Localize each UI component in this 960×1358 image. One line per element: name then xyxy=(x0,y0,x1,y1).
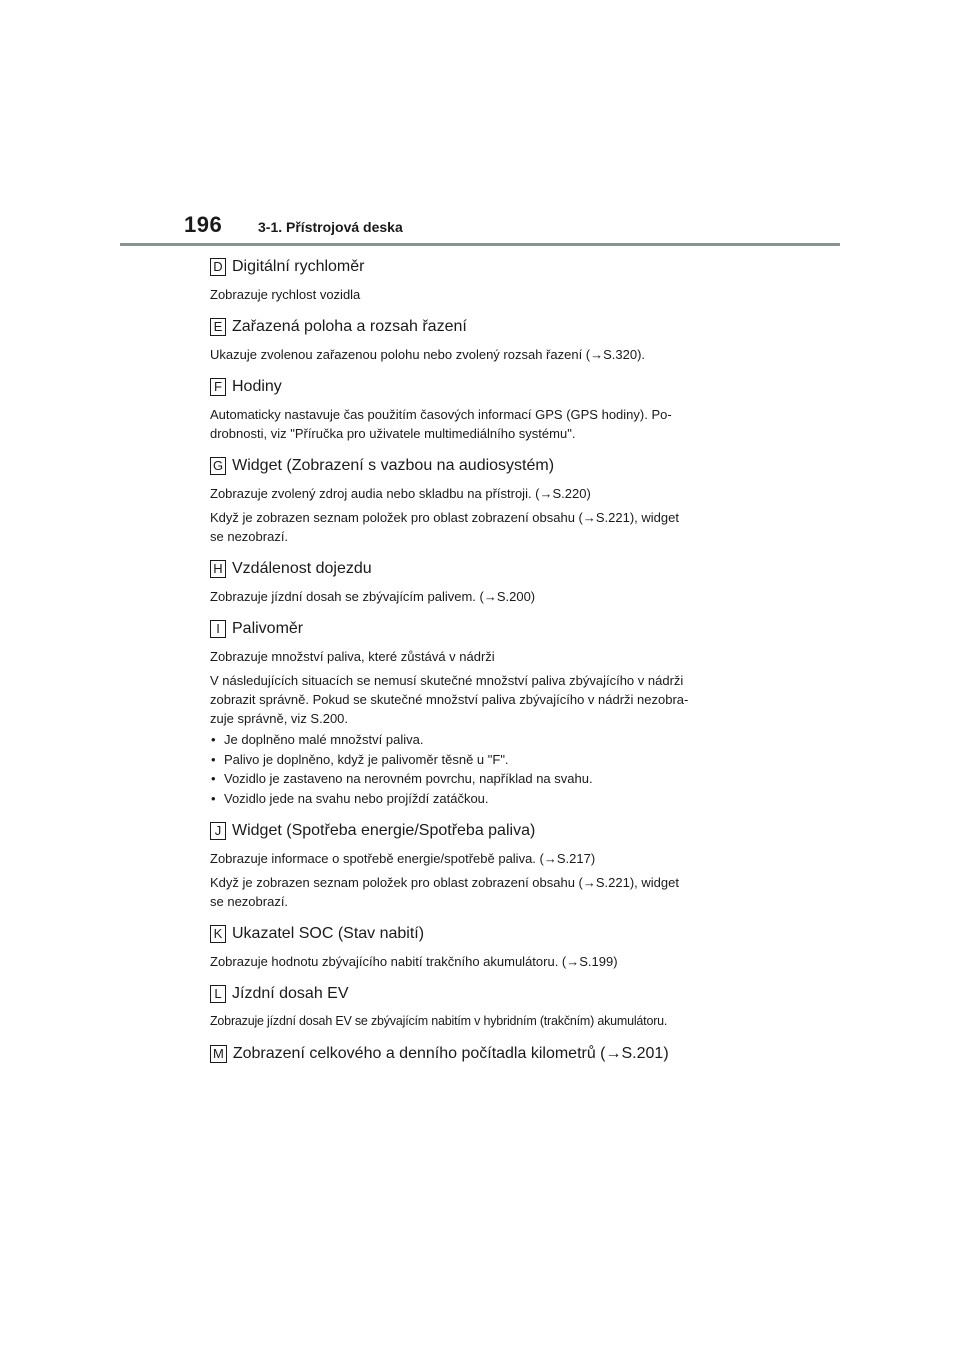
item-description: V následujících situacích se nemusí skutečné množství paliva zbývajícího v nádrži zobrazit správně. Pokud se skutečné množství paliva zbývajícího v nádrži nezobra- zuje správně, viz S.200. xyxy=(210,673,689,726)
list-item xyxy=(210,924,760,971)
item-description: Zobrazuje informace o spotřebě energie/spotřebě paliva. (→S.217) xyxy=(210,851,596,866)
item-title: Widget (Zobrazení s vazbou na audiosystém) xyxy=(232,457,555,474)
item-title: Digitální rychloměr xyxy=(232,258,365,275)
item-description: Automaticky nastavuje čas použitím časových informací GPS (GPS hodiny). Po- drobnosti, viz "Příručka pro uživatele multimediálního systému". xyxy=(210,407,672,441)
list-item xyxy=(210,984,760,1031)
item-letter-badge: D xyxy=(210,258,226,276)
item-letter-badge: I xyxy=(210,620,226,638)
bullet-item: • Palivo je doplněno, když je palivoměr těsně u "F". xyxy=(210,750,760,770)
section-title: 3-1. Přístrojová deska xyxy=(258,219,403,235)
item-title: Ukazatel SOC (Stav nabití) xyxy=(232,925,425,942)
bullet-item: • Je doplněno malé množství paliva. xyxy=(210,730,760,750)
item-letter-badge: H xyxy=(210,560,226,578)
bullet-list xyxy=(210,730,760,808)
item-title: Zařazená poloha a rozsah řazení xyxy=(232,318,467,335)
item-letter-badge: G xyxy=(210,457,226,475)
item-letter-badge: M xyxy=(210,1045,227,1063)
list-item xyxy=(210,377,760,443)
item-title: Widget (Spotřeba energie/Spotřeba paliva) xyxy=(232,822,536,839)
item-letter-badge: K xyxy=(210,925,226,943)
item-heading xyxy=(210,456,760,476)
item-title: Jízdní dosah EV xyxy=(232,985,349,1002)
item-letter-badge: E xyxy=(210,318,226,336)
item-list xyxy=(210,257,760,1072)
item-heading xyxy=(210,924,760,944)
item-title: Palivoměr xyxy=(232,620,304,637)
bullet-item: • Vozidlo jede na svahu nebo projíždí zatáčkou. xyxy=(210,789,760,809)
list-item xyxy=(210,317,760,364)
list-item xyxy=(210,456,760,546)
item-description: Když je zobrazen seznam položek pro oblast zobrazení obsahu (→S.221), widget se nezobrazí. xyxy=(210,510,679,544)
item-letter-badge: F xyxy=(210,378,226,396)
item-heading xyxy=(210,317,760,337)
item-heading xyxy=(210,1044,760,1064)
item-description: Zobrazuje zvolený zdroj audia nebo skladbu na přístroji. (→S.220) xyxy=(210,486,591,501)
item-description: Zobrazuje hodnotu zbývajícího nabití trakčního akumulátoru. (→S.199) xyxy=(210,954,618,969)
item-description: Když je zobrazen seznam položek pro oblast zobrazení obsahu (→S.221), widget se nezobrazí. xyxy=(210,875,679,909)
list-item xyxy=(210,257,760,304)
page-number: 196 xyxy=(184,212,223,237)
list-item xyxy=(210,559,760,606)
item-description: Ukazuje zvolenou zařazenou polohu nebo zvolený rozsah řazení (→S.320). xyxy=(210,347,646,362)
item-heading xyxy=(210,821,760,841)
item-title: Hodiny xyxy=(232,378,282,395)
item-heading xyxy=(210,984,760,1004)
item-letter-badge: J xyxy=(210,822,226,840)
item-title: Zobrazení celkového a denního počítadla kilometrů (→S.201) xyxy=(232,1045,669,1062)
item-heading xyxy=(210,257,760,277)
header-divider xyxy=(120,243,840,246)
item-heading xyxy=(210,377,760,397)
item-description: Zobrazuje jízdní dosah se zbývajícím palivem. (→S.200) xyxy=(210,589,536,604)
item-title: Vzdálenost dojezdu xyxy=(232,560,372,577)
list-item xyxy=(210,619,760,808)
item-description: Zobrazuje jízdní dosah EV se zbývajícím nabitím v hybridním (trakčním) akumulátoru. xyxy=(210,1014,668,1028)
item-description: Zobrazuje množství paliva, které zůstává v nádrži xyxy=(210,649,495,664)
item-heading xyxy=(210,619,760,639)
item-description: Zobrazuje rychlost vozidla xyxy=(210,287,361,302)
bullet-item: • Vozidlo je zastaveno na nerovném povrchu, například na svahu. xyxy=(210,769,760,789)
item-letter-badge: L xyxy=(210,985,226,1003)
list-item xyxy=(210,1044,760,1064)
list-item xyxy=(210,821,760,911)
item-heading xyxy=(210,559,760,579)
